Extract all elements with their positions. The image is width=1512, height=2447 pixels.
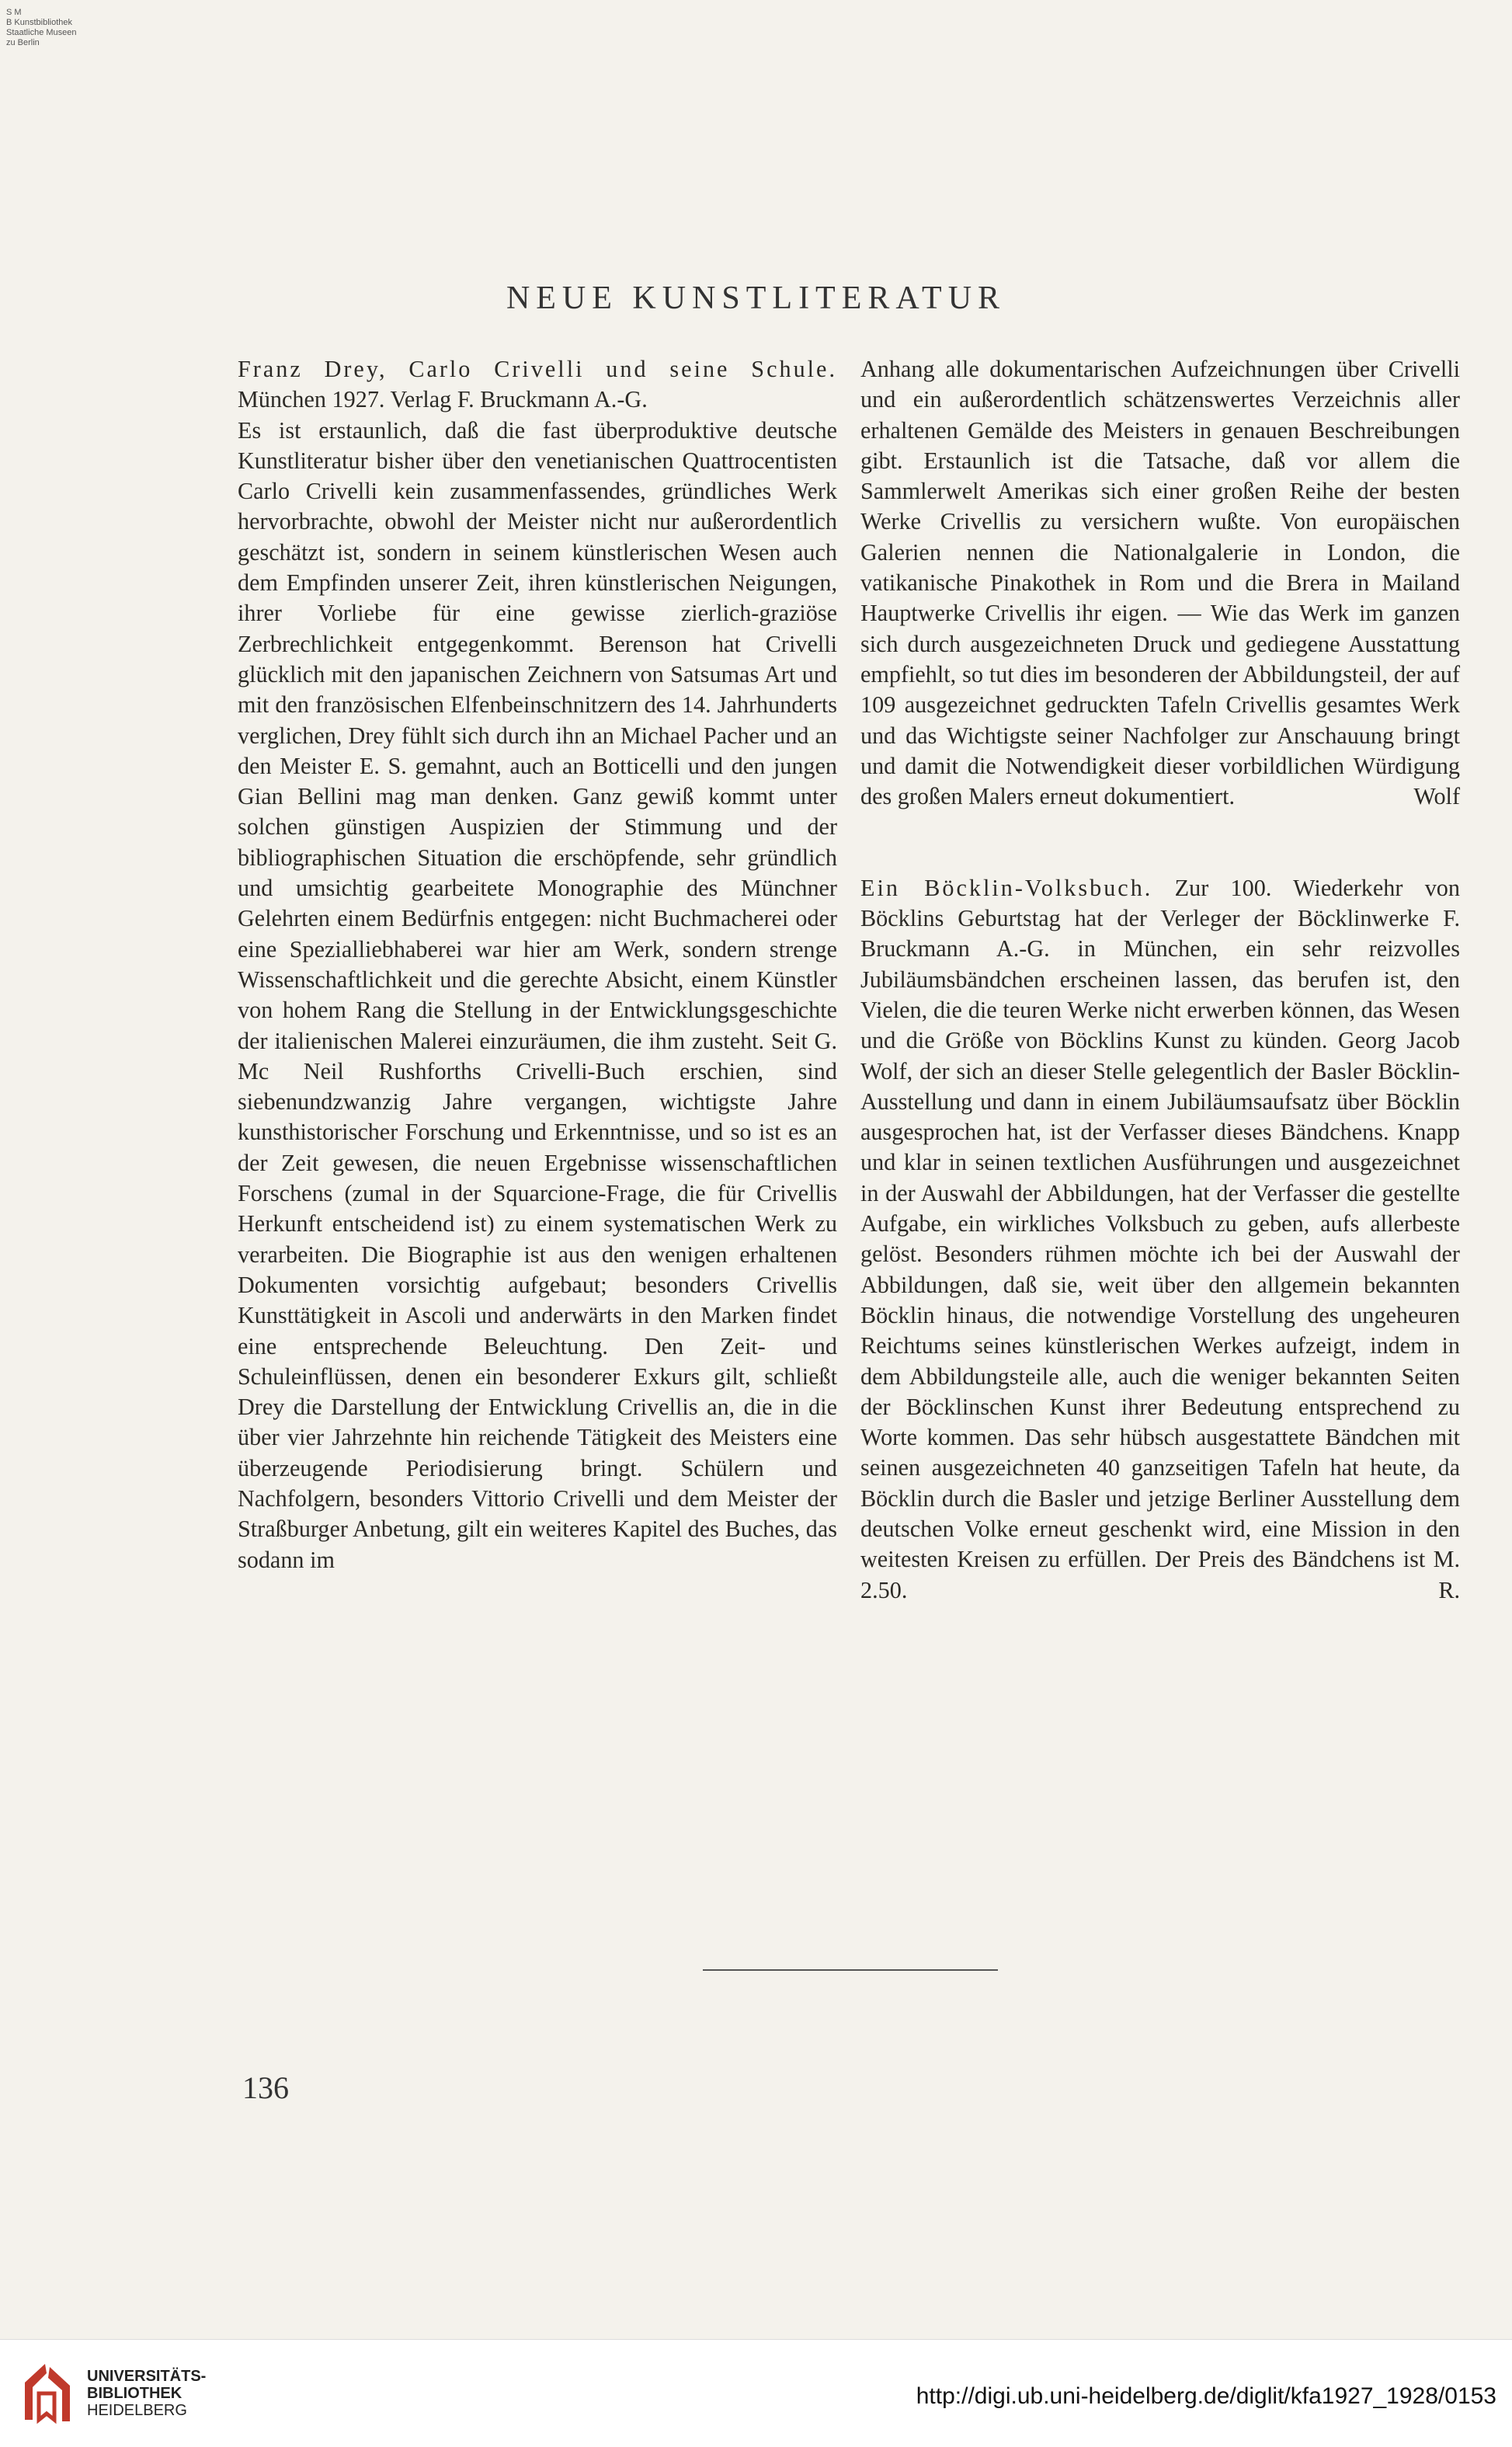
library-name [87,2368,206,2419]
review-crivelli-continued: Anhang alle dokumentarischen Aufzeichnungen über Crivelli und ein außerordentlich schätzenswertes Verzeichnis aller erhaltenen Gemälde des Meisters in genauen Beschreibungen gibt. Erstaunlich ist die Tatsache, daß vor allem die Sammlerwelt Amerikas sich einer großen Reihe der besten Werke Crivellis zu versichern wußte. Von europäischen Galerien nennen die Nationalgalerie in London, die vatikanische Pinakothek in Rom und die Brera in Mailand Hauptwerke Crivellis ihr eigen. — Wie das Werk im ganzen sich durch ausgezeichneten Druck und gediegene Ausstattung empfiehlt, so tut dies im besonderen der Abbildungsteil, der auf 109 ausgezeichnet gedruckten Tafeln Crivellis gesamtes Werk und das Wichtigste seiner Nachfolger zur Anschauung bringt und damit die Notwendigkeit dieser vorbildlichen Würdigung des großen Malers erneut dokumentiert. [860,356,1460,810]
review-boecklin [860,873,1460,1606]
right-column [860,354,1460,1606]
footer-bar [0,2339,1512,2447]
book-author-title: Franz Drey, Carlo Crivelli und seine Schule. [238,356,837,382]
left-column [238,354,837,1575]
stamp-line: B Kunstbibliothek [6,18,72,27]
library-line: BIBLIOTHEK [87,2385,182,2402]
stamp-line: Staatliche Museen [6,28,77,37]
library-stamp [6,8,77,48]
review-title: Ein Böcklin-Volksbuch. [860,874,1153,901]
review-body: Zur 100. Wiederkehr von Böcklins Geburtstag hat der Verleger der Böcklinwerke F. Bruckmann A.-G. in München, ein sehr reizvolles Jubiläumsbändchen erscheinen lassen, das berufen ist, den Vielen, die die teuren Werke nicht erwerben können, das Wesen und die Größe von Böcklins Kunst zu künden. Georg Jacob Wolf, der sich an dieser Stelle gelegentlich der Basler Böcklin-Ausstellung und dann in einem Jubiläumsaufsatz über Böcklin ausgesprochen hat, ist der Verfasser dieses Bändchens. Knapp und klar in seinen textlichen Ausführungen und ausgezeichnet in der Auswahl der Abbildungen, hat der Verfasser die gestellte Aufgabe, ein wirkliches Volksbuch zu geben, aufs allerbeste gelöst. Besonders rühmen möchte ich bei der Auswahl der Abbildungen, daß sie, weit über den allgemein bekannten Böcklin hinaus, die notwendige Vorstellung des ungeheuren Reichtums seines künstlerischen Werkes aufzeigt, indem in dem Abbildungsteile alle, auch die weniger bekannten Seiten der Böcklinschen Kunst ihrer Bedeutung entsprechend zu Worte kommen. Das sehr hübsch ausgestattete Bändchen mit seinen ausgezeichneten 40 ganzseitigen Tafeln hat heute, da Böcklin durch die Basler und jetzige Berliner Ausstellung dem deutschen Volke erneut geschenkt wird, eine Mission in den weitesten Kreisen zu erfüllen. Der Preis des Bändchens ist M. 2.50. [860,874,1460,1603]
page-number: 136 [242,2070,289,2105]
stamp-line: zu Berlin [6,38,40,47]
page-title: NEUE KUNSTLITERATUR [506,280,1006,316]
review-signature: R. [1438,1576,1460,1603]
divider-rule [703,1969,998,1971]
book-details: München 1927. Verlag F. Bruckmann A.-G. [238,386,648,413]
library-line: HEIDELBERG [87,2402,187,2419]
review-signature: Wolf [1413,783,1460,810]
review-body: Es ist erstaunlich, daß die fast überproduktive deutsche Kunstliteratur bisher über den venetianischen Quattrocentisten Carlo Crivelli kein zusammenfassendes, gründliches Werk hervorbrachte, obwohl der Meister nicht nur außerordentlich geschätzt ist, sondern in seinem künstlerischen Wesen auch dem Empfinden unserer Zeit, ihren künstlerischen Neigungen, ihrer Vorliebe für eine gewisse zierlich-graziöse Zerbrechlichkeit entgegenkommt. Berenson hat Crivelli glücklich mit den japanischen Zeichnern von Satsumas Art und mit den französischen Elfenbeinschnitzern des 14. Jahrhunderts verglichen, Drey fühlt sich durch ihn an Michael Pacher und an den Meister E. S. gemahnt, auch an Botticelli und den jungen Gian Bellini mag man denken. Ganz gewiß kommt unter solchen günstigen Auspizien der Stimmung und der bibliographischen Situation die erschöpfende, sehr gründlich und umsichtig gearbeitete Monographie des Münchner Gelehrten einem Bedürfnis entgegen: nicht Buchmacherei oder eine Spezialliebhaberei war hier am Werk, sondern strenge Wissenschaftlichkeit und die gerechte Absicht, einem Künstler von hohem Rang die Stellung in der Entwicklungsgeschichte der italienischen Malerei einzuräumen, die ihm zusteht. Seit G. Mc Neil Rushforths Crivelli-Buch erschien, sind siebenundzwanzig Jahre vergangen, wichtigste Jahre kunsthistorischer Forschung und Erkenntnisse, und so ist es an der Zeit gewesen, die neuen Ergebnisse wissenschaftlichen Forschens (zumal in der Squarcione-Frage, die für Crivellis Herkunft entscheidend ist) zu einem systematischen Werk zu verarbeiten. Die Biographie ist aus den wenigen erhaltenen Dokumenten vorsichtig aufgebaut; besonders Crivellis Kunsttätigkeit in Ascoli und anderwärts in den Marken findet eine entsprechende Beleuchtung. Den Zeit- und Schuleinflüssen, denen ein besonderer Exkurs gilt, schließt Drey die Darstellung der Entwicklung Crivellis an, die in die über vier Jahrzehnte hin reichende Tätigkeit des Meisters eine überzeugende Periodisierung bringt. Schülern und Nachfolgern, besonders Vittorio Crivelli und dem Meister der Straßburger Anbetung, gilt ein weiteres Kapitel des Buches, das sodann im [238,416,837,1573]
section-gap [860,813,1460,873]
library-logo-icon [16,2359,78,2425]
stamp-line: S M [6,8,22,17]
review-crivelli [238,354,837,416]
source-url-link[interactable]: http://digi.ub.uni-heidelberg.de/diglit/kfa1927_1928/0153 [916,2383,1496,2409]
library-line: UNIVERSITÄTS- [87,2368,207,2385]
